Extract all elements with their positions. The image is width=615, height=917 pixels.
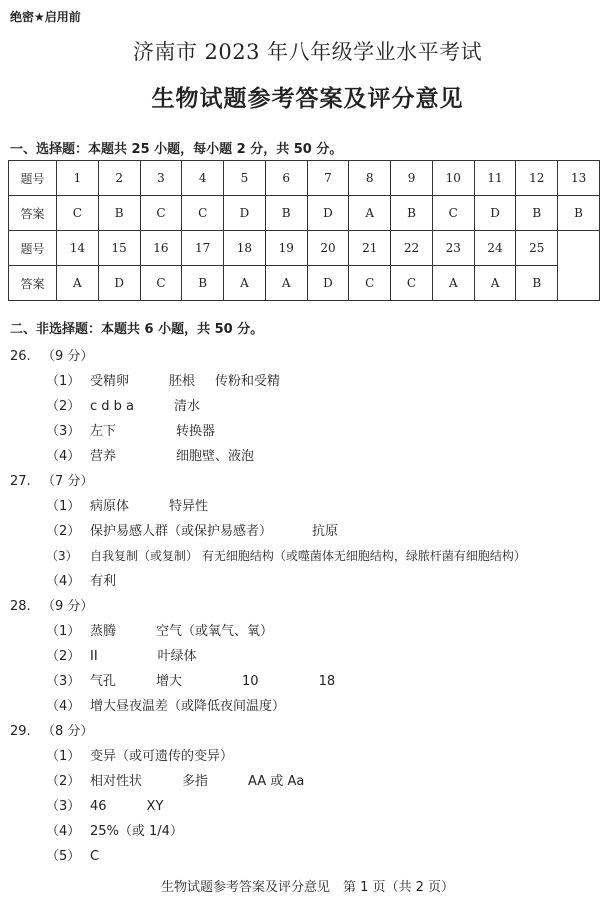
cell-answer: C — [432, 196, 474, 231]
answer-text: 特异性 — [169, 499, 209, 514]
cell-answer: C — [140, 266, 182, 301]
answer-text: 转换器 — [176, 424, 216, 439]
page-footer: 生物试题参考答案及评分意见 第 1 页（共 2 页） — [160, 880, 455, 895]
answer-body — [10, 344, 610, 869]
answer-text: 保护易感人群（或保护易感者） — [90, 524, 273, 539]
cell-answer: C — [391, 266, 433, 301]
sub-number: （1） — [46, 624, 81, 639]
section1-heading: 一、选择题：本题共 25 小题，每小题 2 分，共 50 分。 — [10, 142, 343, 157]
cell-answer: B — [391, 196, 433, 231]
sub-number: （3） — [46, 674, 81, 689]
answer-text: AA 或 Aa — [248, 774, 305, 789]
answer-text: 叶绿体 — [157, 649, 197, 664]
cell-number: 5 — [224, 161, 266, 196]
answer-text: 营养 — [90, 449, 117, 464]
answer-line — [10, 394, 610, 419]
answer-text: 变异（或可遗传的变异） — [90, 749, 234, 764]
answer-text: 受精卵 — [90, 374, 130, 389]
table-row-numbers-1 — [9, 161, 600, 196]
answer-text: XY — [146, 799, 164, 814]
question-header — [10, 594, 610, 619]
answer-line — [10, 794, 610, 819]
answer-line — [10, 844, 610, 869]
answer-text: 46 — [90, 799, 107, 814]
cell-answer: A — [474, 266, 516, 301]
answer-line — [10, 769, 610, 794]
cell-number: 1 — [57, 161, 99, 196]
cell-number: 23 — [432, 231, 474, 266]
sub-number: （4） — [46, 699, 81, 714]
cell-number: 19 — [265, 231, 307, 266]
sub-number: （3） — [46, 549, 78, 563]
sub-number: （1） — [46, 374, 81, 389]
answer-text: 空气（或氧气、氧） — [156, 624, 274, 639]
question-header — [10, 719, 610, 744]
sub-number: （5） — [46, 849, 81, 864]
sub-number: （2） — [46, 774, 81, 789]
cell-answer: C — [57, 196, 99, 231]
answer-text: 25%（或 1/4） — [90, 824, 183, 839]
answer-text: 18 — [318, 674, 336, 689]
answer-text: II — [90, 649, 98, 664]
answer-text: 细胞壁、液泡 — [176, 449, 255, 464]
answer-line — [10, 694, 610, 719]
cell-number: 24 — [474, 231, 516, 266]
cell-answer: B — [265, 196, 307, 231]
cell-number: 13 — [558, 161, 600, 196]
answer-line — [10, 569, 610, 594]
answer-text: 清水 — [174, 399, 201, 414]
cell-number: 20 — [307, 231, 349, 266]
cell-number: 4 — [182, 161, 224, 196]
label-answer: 答案 — [9, 266, 57, 301]
confidential-mark: 绝密★启用前 — [10, 10, 81, 24]
answer-text: 相对性状 — [90, 774, 143, 789]
answer-text: 增大 — [156, 674, 183, 689]
answer-line — [10, 744, 610, 769]
label-answer: 答案 — [9, 196, 57, 231]
question-number: 29. — [10, 724, 31, 739]
cell-number: 25 — [516, 231, 558, 266]
sub-number: （2） — [46, 399, 81, 414]
cell-answer: A — [349, 196, 391, 231]
cell-number: 6 — [265, 161, 307, 196]
cell-answer: B — [516, 266, 558, 301]
cell-number: 21 — [349, 231, 391, 266]
sub-number: （3） — [46, 799, 81, 814]
sub-number: （3） — [46, 424, 81, 439]
question-header — [10, 344, 610, 369]
answer-text: 有无细胞结构（或噬菌体无细胞结构，绿脓杆菌有细胞结构） — [201, 549, 526, 563]
cell-number: 2 — [98, 161, 140, 196]
cell-number: 3 — [140, 161, 182, 196]
sub-number: （2） — [46, 524, 81, 539]
answer-line — [10, 819, 610, 844]
cell-number: 22 — [391, 231, 433, 266]
answer-text: c d b a — [90, 399, 135, 414]
answer-text: 10 — [242, 674, 259, 689]
answer-line — [10, 494, 610, 519]
answer-text: 多指 — [182, 774, 209, 789]
sub-number: （2） — [46, 649, 81, 664]
answer-line — [10, 544, 610, 569]
answer-text: C — [90, 849, 100, 864]
answer-text: 传粉和受精 — [215, 374, 281, 389]
answer-line — [10, 444, 610, 469]
cell-number: 12 — [516, 161, 558, 196]
label-number: 题号 — [9, 231, 57, 266]
cell-number: 11 — [474, 161, 516, 196]
label-number: 题号 — [9, 161, 57, 196]
answer-line — [10, 644, 610, 669]
question-number: 28. — [10, 599, 31, 614]
answer-table — [8, 160, 600, 301]
answer-line — [10, 369, 610, 394]
sub-number: （1） — [46, 499, 81, 514]
cell-number: 14 — [57, 231, 99, 266]
empty-cell — [558, 231, 600, 301]
sub-number: （4） — [46, 574, 81, 589]
cell-number: 18 — [224, 231, 266, 266]
table-row-answers-1 — [9, 196, 600, 231]
answer-text: 胚根 — [169, 374, 196, 389]
cell-answer: A — [432, 266, 474, 301]
cell-number: 8 — [349, 161, 391, 196]
question-header — [10, 469, 610, 494]
answer-text: 气孔 — [90, 674, 117, 689]
table-row-answers-2 — [9, 266, 600, 301]
answer-text: 自我复制（或复制） — [90, 549, 199, 563]
cell-answer: A — [265, 266, 307, 301]
answer-text: 增大昼夜温差（或降低夜间温度） — [90, 699, 286, 714]
answer-line — [10, 519, 610, 544]
answer-text: 抗原 — [312, 524, 339, 539]
answer-text: 蒸腾 — [90, 624, 117, 639]
answer-text: 病原体 — [90, 499, 130, 514]
cell-answer: D — [474, 196, 516, 231]
cell-answer: B — [98, 196, 140, 231]
cell-answer: C — [140, 196, 182, 231]
cell-answer: D — [224, 196, 266, 231]
table-row-numbers-2 — [9, 231, 600, 266]
cell-number: 10 — [432, 161, 474, 196]
answer-line — [10, 669, 610, 694]
cell-number: 7 — [307, 161, 349, 196]
sub-number: （1） — [46, 749, 81, 764]
cell-answer: C — [349, 266, 391, 301]
cell-number: 16 — [140, 231, 182, 266]
sub-number: （4） — [46, 824, 81, 839]
cell-number: 15 — [98, 231, 140, 266]
answer-line — [10, 419, 610, 444]
cell-number: 9 — [391, 161, 433, 196]
question-score: （9 分） — [42, 349, 94, 364]
answer-text: 有利 — [90, 574, 117, 589]
answer-text: 左下 — [90, 424, 117, 439]
cell-answer: B — [516, 196, 558, 231]
question-number: 27. — [10, 474, 31, 489]
cell-answer: C — [182, 196, 224, 231]
cell-answer: A — [224, 266, 266, 301]
answer-line — [10, 619, 610, 644]
cell-answer: D — [307, 266, 349, 301]
question-score: （8 分） — [42, 724, 94, 739]
question-score: （7 分） — [42, 474, 94, 489]
section2-heading: 二、非选择题：本题共 6 小题，共 50 分。 — [10, 322, 264, 337]
cell-answer: D — [98, 266, 140, 301]
document-subtitle: 生物试题参考答案及评分意见 — [151, 86, 464, 112]
question-score: （9 分） — [42, 599, 94, 614]
cell-answer: B — [182, 266, 224, 301]
exam-title: 济南市 2023 年八年级学业水平考试 — [132, 40, 483, 64]
cell-number: 17 — [182, 231, 224, 266]
question-number: 26. — [10, 349, 31, 364]
sub-number: （4） — [46, 449, 81, 464]
cell-answer: A — [57, 266, 99, 301]
cell-answer: D — [307, 196, 349, 231]
cell-answer: B — [558, 196, 600, 231]
